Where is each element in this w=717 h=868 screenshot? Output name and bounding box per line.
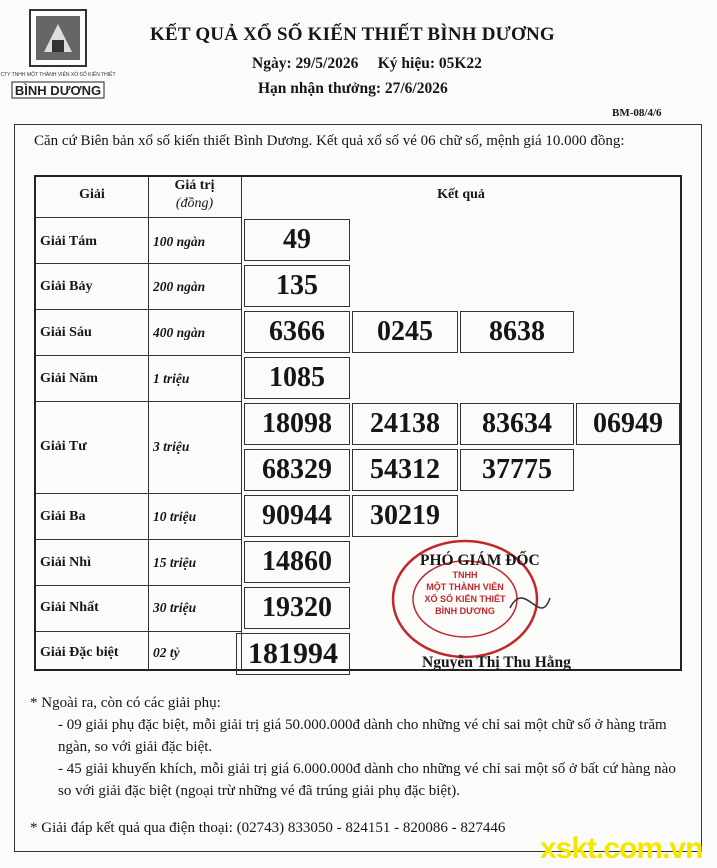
result-number: 90944: [244, 495, 350, 537]
prize-name-2: Giải Nhì: [40, 555, 91, 570]
col-prize-header: Giải: [79, 187, 105, 202]
prize-value-5: 1 triệu: [153, 371, 190, 386]
result-number: 37775: [460, 449, 574, 491]
result-number: 30219: [352, 495, 458, 537]
watermark: xskt.com.vn: [540, 832, 703, 865]
results-table: [34, 175, 682, 671]
prize-name-6: Giải Sáu: [40, 325, 92, 340]
result-number: 24138: [352, 403, 458, 445]
svg-text:CTY TNHH MỘT THÀNH VIÊN XỔ SỐ: CTY TNHH MỘT THÀNH VIÊN XỔ SỐ KIẾN THIẾT: [0, 72, 116, 78]
result-number: 68329: [244, 449, 350, 491]
result-number: 83634: [460, 403, 574, 445]
result-number: 19320: [244, 587, 350, 629]
note-item-1: - 09 giải phụ đặc biệt, mỗi giải trị giá 50.000.000đ dành cho những vé chỉ sai một chữ số ở hàng trăm ngàn, so với giải đặc biệt.: [58, 717, 667, 755]
prize-value-8: 100 ngàn: [153, 234, 206, 249]
result-number-special: 181994: [236, 633, 350, 675]
col-result-header: Kết quả: [437, 187, 485, 202]
result-number: 135: [244, 265, 350, 307]
prize-value-6: 400 ngàn: [153, 325, 206, 340]
prize-value-7: 200 ngàn: [153, 279, 206, 294]
prize-name-1: Giải Nhất: [40, 600, 99, 615]
intro-text: Căn cứ Biên bản xổ số kiến thiết Bình Dương. Kết quả xổ số vé 06 chữ số, mệnh giá 10.000 đồng:: [34, 133, 625, 149]
result-number: 6366: [244, 311, 350, 353]
result-number: 06949: [576, 403, 680, 445]
svg-text:XỔ SỐ KIẾN THIẾT: XỔ SỐ KIẾN THIẾT: [424, 594, 506, 604]
prize-value-2: 15 triệu: [153, 555, 197, 570]
prize-value-3: 10 triệu: [153, 509, 197, 524]
result-number: 49: [244, 219, 350, 261]
svg-text:BÌNH DƯƠNG: BÌNH DƯƠNG: [435, 606, 495, 616]
result-number: 0245: [352, 311, 458, 353]
prize-value-1: 30 triệu: [153, 600, 197, 615]
page-title: KẾT QUẢ XỔ SỐ KIẾN THIẾT BÌNH DƯƠNG: [150, 24, 555, 45]
notes-intro: * Ngoài ra, còn có các giải phụ:: [30, 695, 221, 711]
draw-date-code: Ngày: 29/5/2026 Ký hiệu: 05K22: [252, 55, 482, 72]
result-number: 54312: [352, 449, 458, 491]
prize-name-7: Giải Bảy: [40, 279, 93, 294]
claim-deadline: Hạn nhận thưởng: 27/6/2026: [258, 80, 448, 97]
prize-value-special: 02 tỷ: [153, 645, 180, 660]
lottery-logo: [0, 6, 116, 102]
phone-info: * Giải đáp kết quả qua điện thoại: (02743) 833050 - 824151 - 820086 - 827446: [30, 820, 506, 836]
col-value-unit: (đồng): [175, 196, 214, 211]
form-number: BM-08/4/6: [612, 107, 662, 119]
svg-text:BÌNH DƯƠNG: BÌNH DƯƠNG: [14, 83, 102, 98]
prize-name-3: Giải Ba: [40, 509, 86, 524]
result-number: 18098: [244, 403, 350, 445]
prize-name-4: Giải Tư: [40, 439, 87, 454]
note-item-2: - 45 giải khuyến khích, mỗi giải trị giá 6.000.000đ dành cho những vé chỉ sai một số ở bất cứ hàng nào so với giải đặc biệt (ngoại trừ những vé đã trúng giải phụ đặc biệt).: [58, 761, 676, 799]
result-number: 1085: [244, 357, 350, 399]
prize-name-8: Giải Tám: [40, 234, 97, 249]
svg-text:TNHH: TNHH: [452, 570, 478, 580]
result-number: 8638: [460, 311, 574, 353]
prize-name-5: Giải Năm: [40, 371, 98, 386]
svg-text:MỘT THÀNH VIÊN: MỘT THÀNH VIÊN: [426, 582, 504, 592]
prize-value-4: 3 triệu: [153, 439, 190, 454]
result-number: 14860: [244, 541, 350, 583]
prize-name-special: Giải Đặc biệt: [40, 645, 119, 660]
notes-section: [30, 692, 690, 802]
signer-title: PHÓ GIÁM ĐỐC: [420, 552, 540, 569]
col-value-header: Giá trị: [174, 178, 215, 193]
signer-name: Nguyễn Thị Thu Hằng: [422, 654, 571, 671]
